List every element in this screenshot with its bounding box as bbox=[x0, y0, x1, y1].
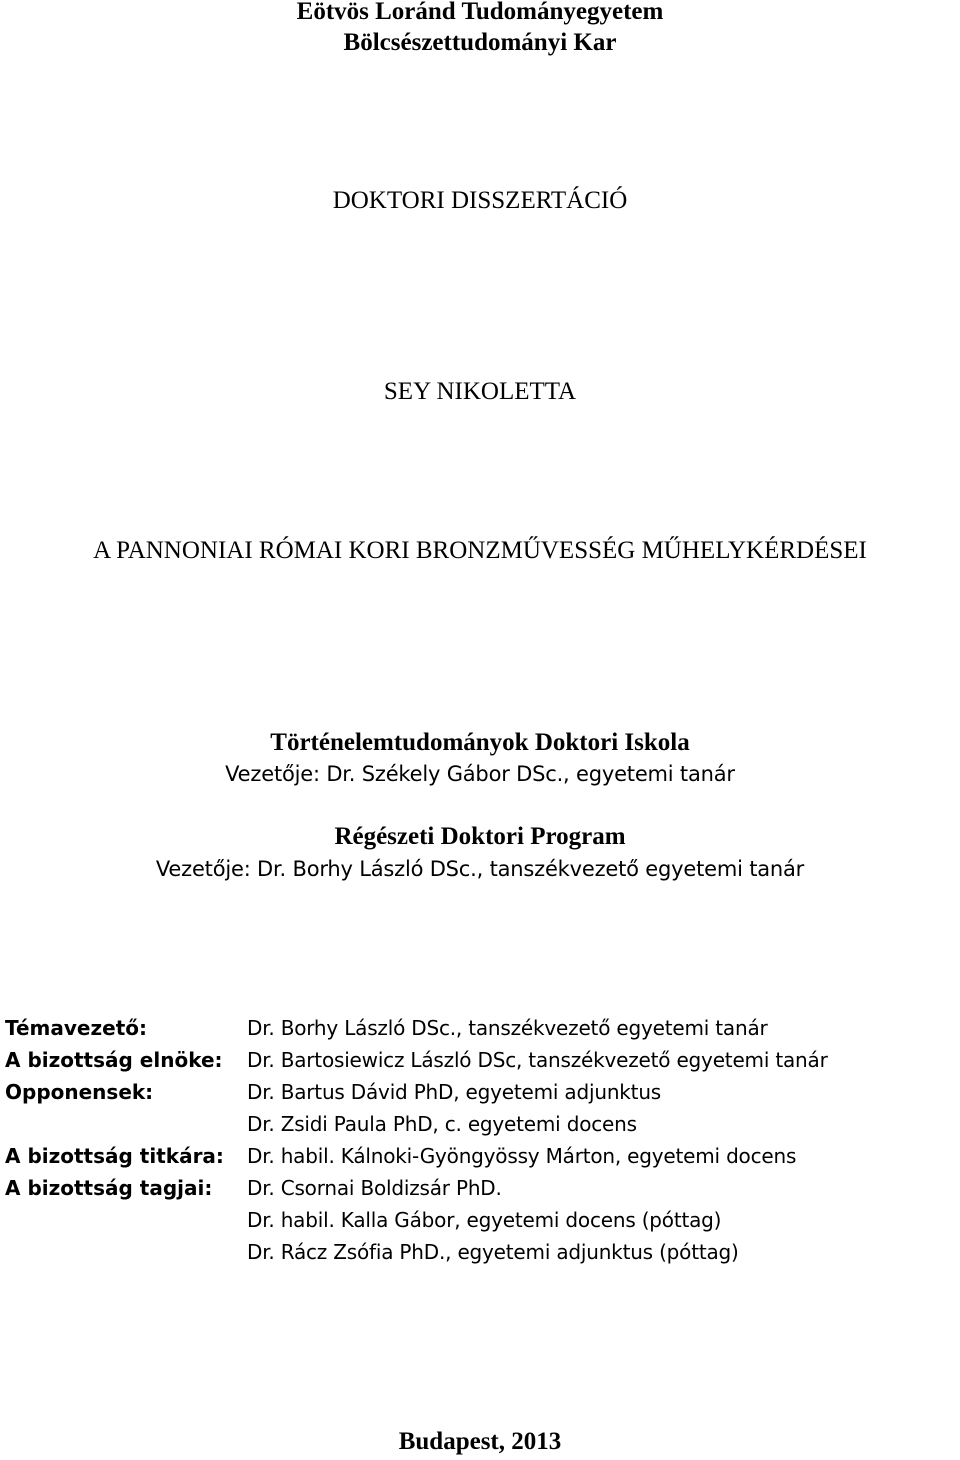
committee-member: Dr. Csornai Boldizsár PhD. bbox=[247, 1176, 502, 1200]
author-name: SEY NIKOLETTA bbox=[383, 378, 577, 405]
dissertation-title: A PANNONIAI RÓMAI KORI BRONZMŰVESSÉG MŰHELYKÉRDÉSEI bbox=[93, 537, 867, 564]
doctoral-school-head: Vezetője: Dr. Székely Gábor DSc., egyetemi tanár bbox=[225, 762, 735, 786]
committee-member: Dr. Bartus Dávid PhD, egyetemi adjunktus bbox=[247, 1080, 662, 1104]
committee-member: Dr. Borhy László DSc., tanszékvezető egyetemi tanár bbox=[247, 1016, 768, 1040]
committee-row bbox=[5, 1204, 955, 1236]
committee-row bbox=[5, 1012, 955, 1044]
committee-row bbox=[5, 1236, 955, 1268]
program-name: Régészeti Doktori Program bbox=[334, 823, 626, 850]
committee-row bbox=[5, 1108, 955, 1140]
committee-row bbox=[5, 1172, 955, 1204]
committee-role: A bizottság titkára: bbox=[5, 1144, 224, 1168]
committee-list bbox=[5, 1012, 955, 1268]
doctoral-school-name: Történelemtudományok Doktori Iskola bbox=[270, 729, 690, 756]
committee-member: Dr. habil. Kalla Gábor, egyetemi docens (póttag) bbox=[247, 1208, 722, 1232]
document-type: DOKTORI DISSZERTÁCIÓ bbox=[332, 187, 628, 214]
program-head: Vezetője: Dr. Borhy László DSc., tanszékvezető egyetemi tanár bbox=[155, 857, 805, 881]
committee-member: Dr. Bartosiewicz László DSc, tanszékvezető egyetemi tanár bbox=[247, 1048, 828, 1072]
committee-role: Opponensek: bbox=[5, 1080, 154, 1104]
place-and-year: Budapest, 2013 bbox=[398, 1428, 562, 1455]
university-name: Eötvös Loránd Tudományegyetem bbox=[296, 0, 664, 25]
committee-row bbox=[5, 1076, 955, 1108]
committee-row bbox=[5, 1140, 955, 1172]
faculty-name: Bölcsészettudományi Kar bbox=[343, 29, 617, 56]
committee-member: Dr. Rácz Zsófia PhD., egyetemi adjunktus (póttag) bbox=[247, 1240, 739, 1264]
committee-role: Témavezető: bbox=[5, 1016, 147, 1040]
committee-member: Dr. habil. Kálnoki-Gyöngyössy Márton, egyetemi docens bbox=[247, 1144, 797, 1168]
committee-row bbox=[5, 1044, 955, 1076]
committee-member: Dr. Zsidi Paula PhD, c. egyetemi docens bbox=[247, 1112, 637, 1136]
committee-role: A bizottság tagjai: bbox=[5, 1176, 213, 1200]
committee-role: A bizottság elnöke: bbox=[5, 1048, 223, 1072]
